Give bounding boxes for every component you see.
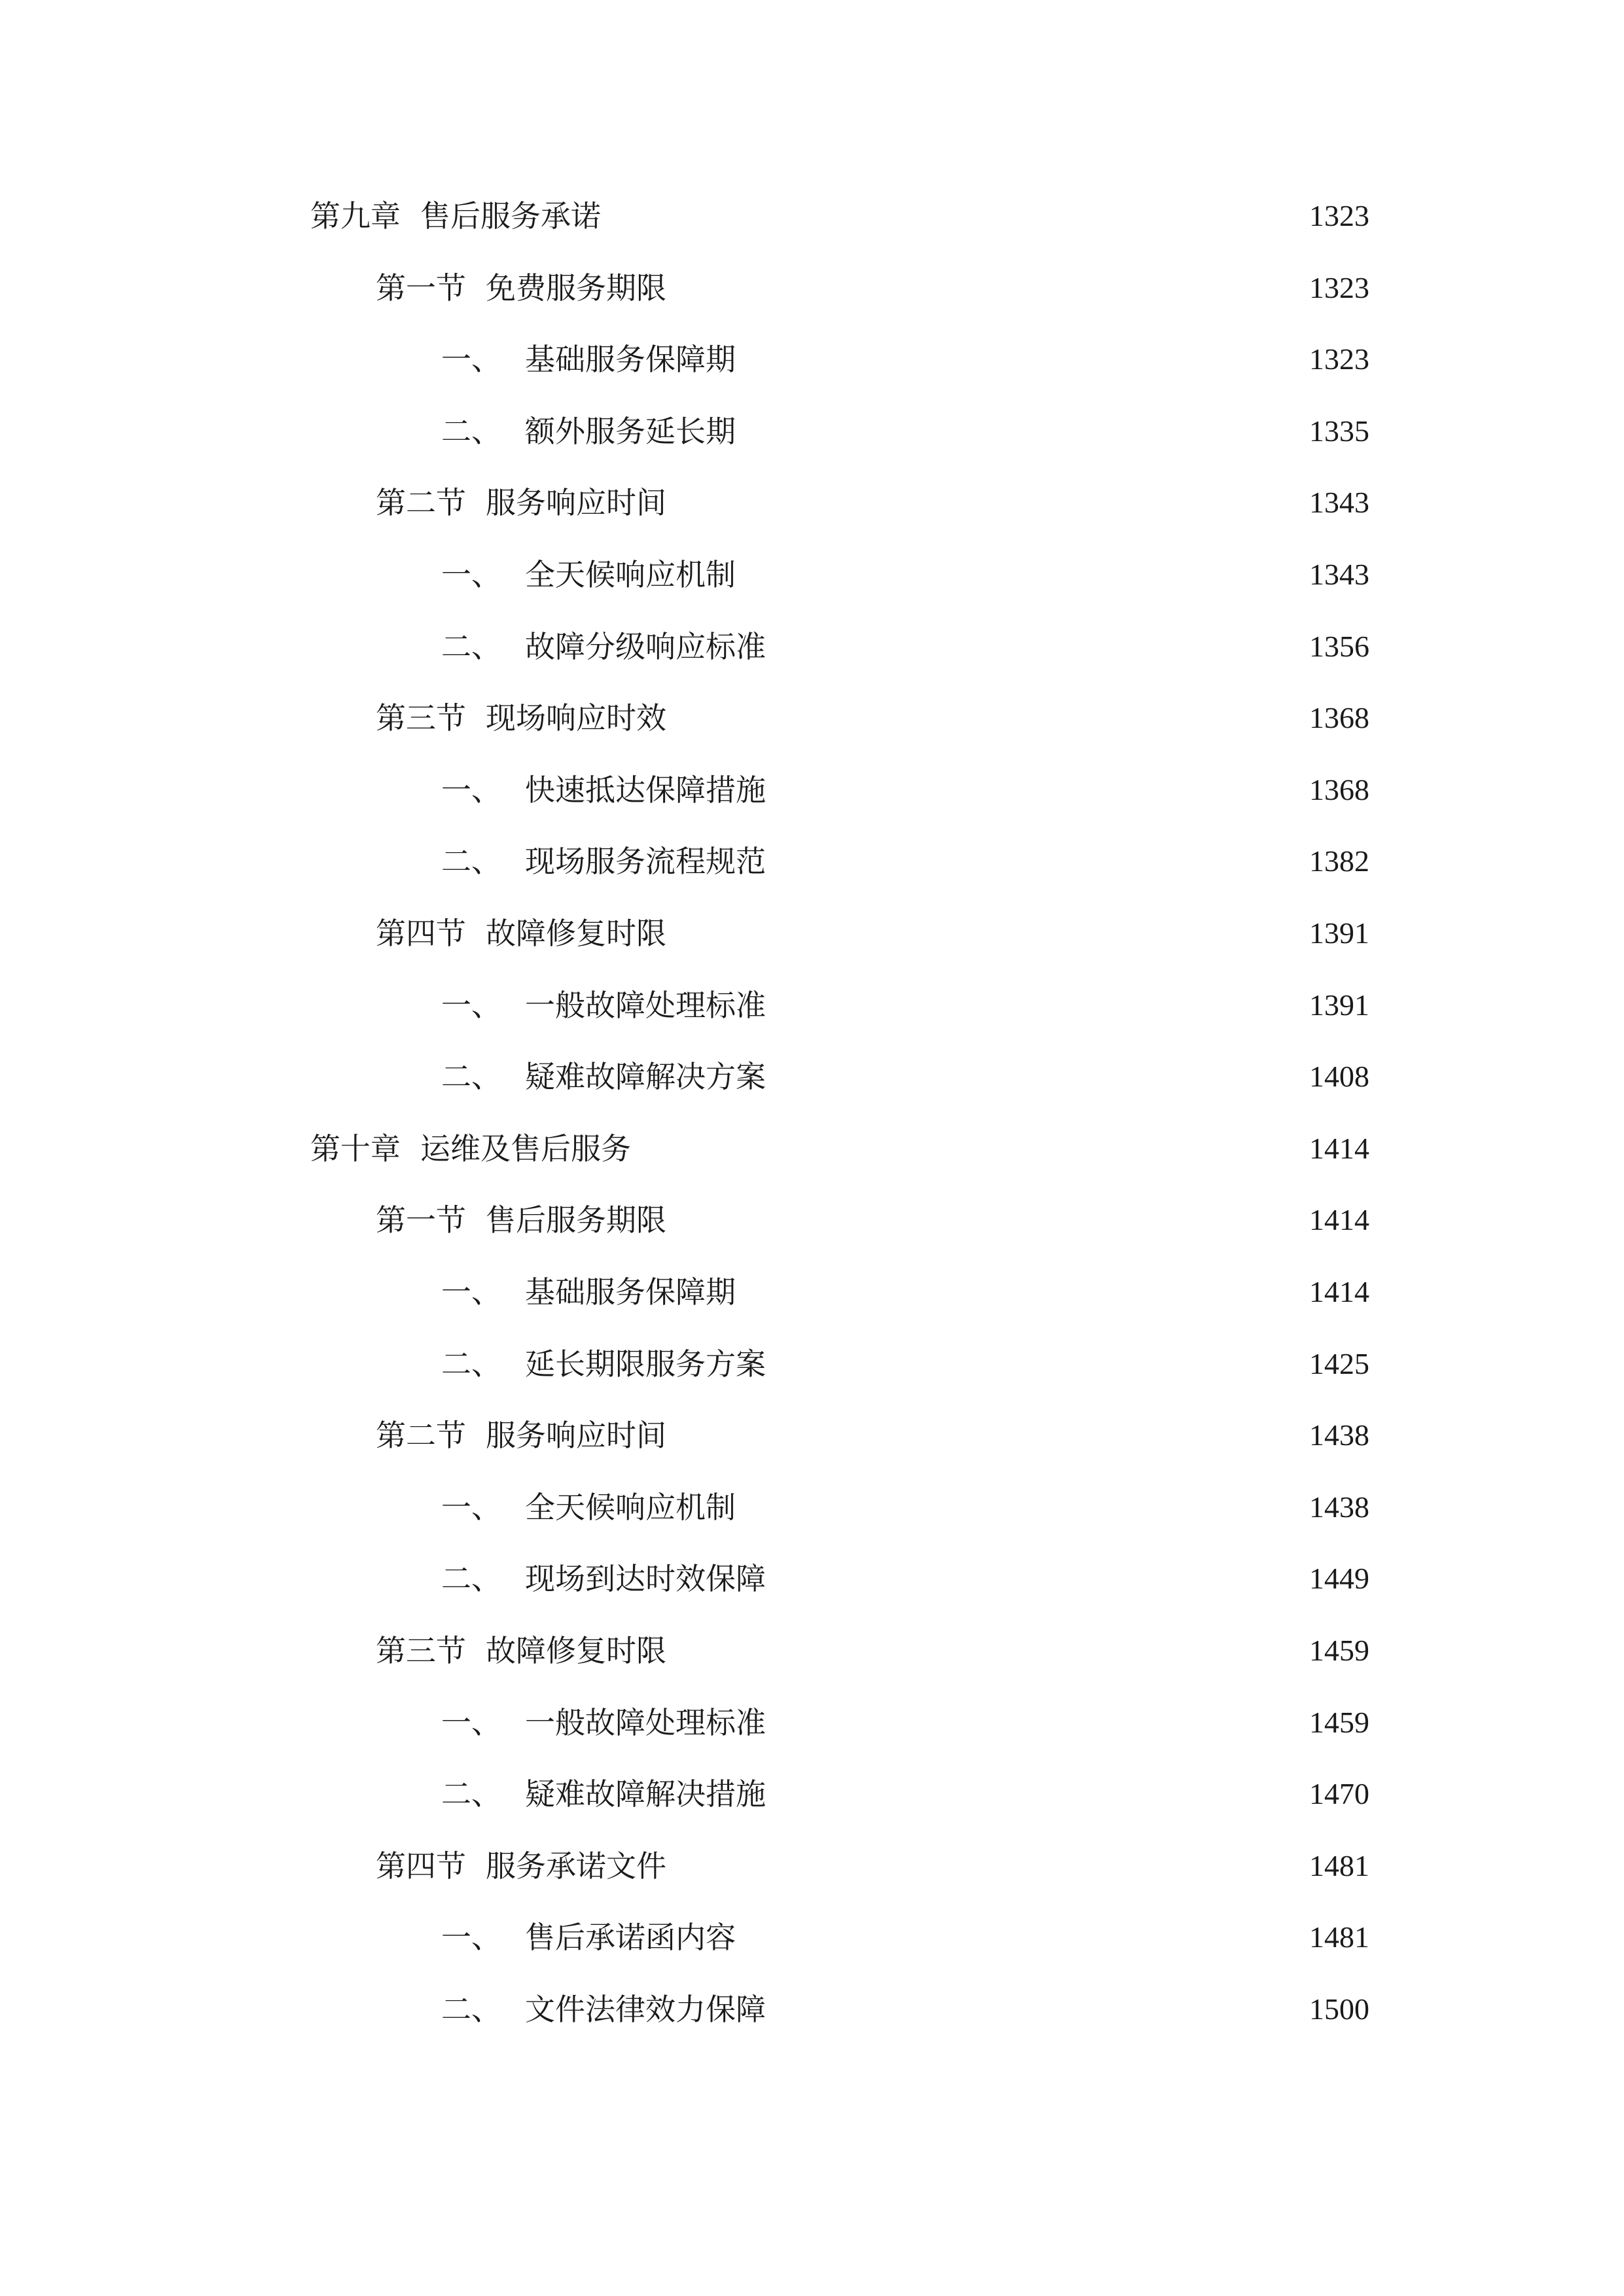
toc-entry-title: 现场响应时效 bbox=[486, 700, 666, 736]
dot-leader bbox=[775, 1768, 1300, 1820]
toc-section-entry[interactable] bbox=[376, 1194, 1369, 1246]
dot-leader bbox=[745, 548, 1300, 601]
toc-entry-number: 一、 bbox=[441, 1920, 501, 1956]
toc-entry-title: 全天候响应机制 bbox=[525, 1489, 736, 1525]
toc-entry-page-number: 1323 bbox=[1309, 270, 1369, 304]
dot-leader bbox=[775, 620, 1300, 673]
toc-entry-title: 售后承诺函内容 bbox=[525, 1920, 736, 1956]
toc-entry-page-number: 1391 bbox=[1309, 916, 1369, 950]
toc-section-entry[interactable] bbox=[376, 1409, 1369, 1462]
toc-entry-title: 免费服务期限 bbox=[486, 270, 666, 306]
dot-leader bbox=[745, 333, 1300, 386]
toc-entry-number: 二、 bbox=[441, 1992, 501, 2027]
toc-entry-page-number: 1459 bbox=[1309, 1634, 1369, 1667]
toc-entry-title: 现场到达时效保障 bbox=[525, 1561, 766, 1597]
toc-entry-title: 一般故障处理标准 bbox=[525, 1704, 766, 1740]
toc-entry-page-number: 1500 bbox=[1309, 1992, 1369, 2026]
dot-leader bbox=[775, 979, 1300, 1031]
toc-entry-title: 疑难故障解决方案 bbox=[525, 1059, 766, 1095]
toc-subsection-entry[interactable] bbox=[441, 333, 1369, 386]
dot-leader bbox=[775, 1983, 1300, 2036]
toc-section-entry[interactable] bbox=[376, 262, 1369, 314]
toc-entry-number: 二、 bbox=[441, 413, 501, 449]
toc-entry-page-number: 1481 bbox=[1309, 1920, 1369, 1954]
dot-leader bbox=[676, 692, 1300, 744]
toc-entry-page-number: 1368 bbox=[1309, 701, 1369, 735]
toc-entry-title: 服务承诺文件 bbox=[486, 1848, 666, 1884]
toc-subsection-entry[interactable] bbox=[441, 1911, 1369, 1964]
toc-subsection-entry[interactable] bbox=[441, 1696, 1369, 1749]
toc-subsection-entry[interactable] bbox=[441, 1050, 1369, 1103]
toc-entry-page-number: 1356 bbox=[1309, 629, 1369, 663]
toc-chapter-entry[interactable] bbox=[310, 1122, 1369, 1175]
dot-leader bbox=[745, 1481, 1300, 1534]
toc-entry-page-number: 1343 bbox=[1309, 558, 1369, 591]
toc-entry-number: 一、 bbox=[441, 342, 501, 378]
toc-entry-title: 故障修复时限 bbox=[486, 916, 666, 951]
dot-leader bbox=[775, 1552, 1300, 1605]
toc-section-entry[interactable] bbox=[376, 1624, 1369, 1677]
dot-leader bbox=[775, 764, 1300, 816]
toc-entry-number: 第四节 bbox=[376, 916, 466, 951]
toc-entry-title: 现场服务流程规范 bbox=[525, 844, 766, 880]
toc-entry-title: 服务响应时间 bbox=[486, 1418, 666, 1454]
toc-entry-number: 一、 bbox=[441, 1274, 501, 1310]
toc-entry-page-number: 1323 bbox=[1309, 342, 1369, 376]
toc-entry-title: 额外服务延长期 bbox=[525, 413, 736, 449]
toc-entry-page-number: 1323 bbox=[1309, 199, 1369, 232]
toc-entry-number: 第九章 bbox=[310, 198, 401, 234]
toc-entry-title: 疑难故障解决措施 bbox=[525, 1776, 766, 1812]
toc-entry-title: 售后服务期限 bbox=[486, 1202, 666, 1238]
toc-entry-title: 服务响应时间 bbox=[486, 485, 666, 521]
toc-chapter-entry[interactable] bbox=[310, 190, 1369, 242]
toc-entry-title: 运维及售后服务 bbox=[420, 1130, 631, 1166]
toc-entry-number: 第十章 bbox=[310, 1130, 401, 1166]
dot-leader bbox=[640, 1122, 1300, 1175]
dot-leader bbox=[676, 1194, 1300, 1246]
dot-leader bbox=[676, 476, 1300, 529]
toc-entry-number: 一、 bbox=[441, 1489, 501, 1525]
toc-entry-page-number: 1438 bbox=[1309, 1418, 1369, 1452]
toc-entry-title: 延长期限服务方案 bbox=[525, 1346, 766, 1382]
dot-leader bbox=[676, 1840, 1300, 1892]
toc-entry-page-number: 1459 bbox=[1309, 1705, 1369, 1739]
toc-entry-number: 二、 bbox=[441, 628, 501, 664]
toc-subsection-entry[interactable] bbox=[441, 979, 1369, 1031]
toc-entry-page-number: 1414 bbox=[1309, 1275, 1369, 1308]
toc-entry-page-number: 1414 bbox=[1309, 1131, 1369, 1165]
toc-entry-page-number: 1438 bbox=[1309, 1490, 1369, 1524]
toc-entry-title: 基础服务保障期 bbox=[525, 342, 736, 378]
toc-section-entry[interactable] bbox=[376, 907, 1369, 960]
toc-entry-number: 一、 bbox=[441, 772, 501, 808]
toc-subsection-entry[interactable] bbox=[441, 405, 1369, 457]
toc-section-entry[interactable] bbox=[376, 476, 1369, 529]
toc-subsection-entry[interactable] bbox=[441, 1552, 1369, 1605]
dot-leader bbox=[676, 1624, 1300, 1677]
toc-entry-number: 第三节 bbox=[376, 700, 466, 736]
toc-subsection-entry[interactable] bbox=[441, 764, 1369, 816]
toc-entry-page-number: 1343 bbox=[1309, 486, 1369, 520]
toc-section-entry[interactable] bbox=[376, 1840, 1369, 1892]
toc-subsection-entry[interactable] bbox=[441, 1481, 1369, 1534]
toc-subsection-entry[interactable] bbox=[441, 620, 1369, 673]
toc-subsection-entry[interactable] bbox=[441, 1768, 1369, 1820]
toc-subsection-entry[interactable] bbox=[441, 1338, 1369, 1390]
dot-leader bbox=[775, 835, 1300, 888]
toc-entry-number: 第三节 bbox=[376, 1633, 466, 1668]
dot-leader bbox=[775, 1696, 1300, 1749]
toc-entry-title: 快速抵达保障措施 bbox=[525, 772, 766, 808]
toc-entry-page-number: 1335 bbox=[1309, 414, 1369, 448]
toc-subsection-entry[interactable] bbox=[441, 835, 1369, 888]
dot-leader bbox=[745, 1266, 1300, 1318]
toc-entry-number: 第二节 bbox=[376, 1418, 466, 1454]
dot-leader bbox=[745, 1911, 1300, 1964]
toc-entry-page-number: 1382 bbox=[1309, 844, 1369, 878]
toc-entry-title: 基础服务保障期 bbox=[525, 1274, 736, 1310]
dot-leader bbox=[775, 1338, 1300, 1390]
toc-entry-number: 一、 bbox=[441, 987, 501, 1023]
toc-entry-title: 故障分级响应标准 bbox=[525, 628, 766, 664]
dot-leader bbox=[676, 1409, 1300, 1462]
toc-section-entry[interactable] bbox=[376, 692, 1369, 744]
toc-entry-page-number: 1470 bbox=[1309, 1777, 1369, 1811]
toc-entry-title: 售后服务承诺 bbox=[420, 198, 601, 234]
toc-subsection-entry[interactable] bbox=[441, 548, 1369, 601]
dot-leader bbox=[676, 907, 1300, 960]
toc-entry-number: 第一节 bbox=[376, 1202, 466, 1238]
toc-entry-title: 全天候响应机制 bbox=[525, 557, 736, 592]
toc-entry-number: 二、 bbox=[441, 1059, 501, 1095]
toc-entry-number: 一、 bbox=[441, 557, 501, 592]
toc-subsection-entry[interactable] bbox=[441, 1983, 1369, 2036]
dot-leader bbox=[676, 262, 1300, 314]
toc-entry-number: 一、 bbox=[441, 1704, 501, 1740]
dot-leader bbox=[610, 190, 1300, 242]
toc-entry-number: 第二节 bbox=[376, 485, 466, 521]
toc-entry-page-number: 1408 bbox=[1309, 1060, 1369, 1094]
toc-entry-page-number: 1449 bbox=[1309, 1562, 1369, 1596]
toc-entry-title: 文件法律效力保障 bbox=[525, 1992, 766, 2027]
toc-subsection-entry[interactable] bbox=[441, 1266, 1369, 1318]
toc-entry-number: 二、 bbox=[441, 1776, 501, 1812]
toc-entry-number: 第四节 bbox=[376, 1848, 466, 1884]
dot-leader bbox=[775, 1050, 1300, 1103]
toc-entry-number: 二、 bbox=[441, 1346, 501, 1382]
toc-entry-title: 一般故障处理标准 bbox=[525, 987, 766, 1023]
toc-entry-page-number: 1414 bbox=[1309, 1203, 1369, 1237]
toc-entry-page-number: 1391 bbox=[1309, 988, 1369, 1022]
toc-entry-number: 第一节 bbox=[376, 270, 466, 306]
toc-entry-page-number: 1368 bbox=[1309, 772, 1369, 806]
toc-entry-page-number: 1425 bbox=[1309, 1346, 1369, 1380]
dot-leader bbox=[745, 405, 1300, 457]
toc-entry-number: 二、 bbox=[441, 844, 501, 880]
toc-entry-number: 二、 bbox=[441, 1561, 501, 1597]
toc-entry-title: 故障修复时限 bbox=[486, 1633, 666, 1668]
toc-entry-page-number: 1481 bbox=[1309, 1848, 1369, 1882]
